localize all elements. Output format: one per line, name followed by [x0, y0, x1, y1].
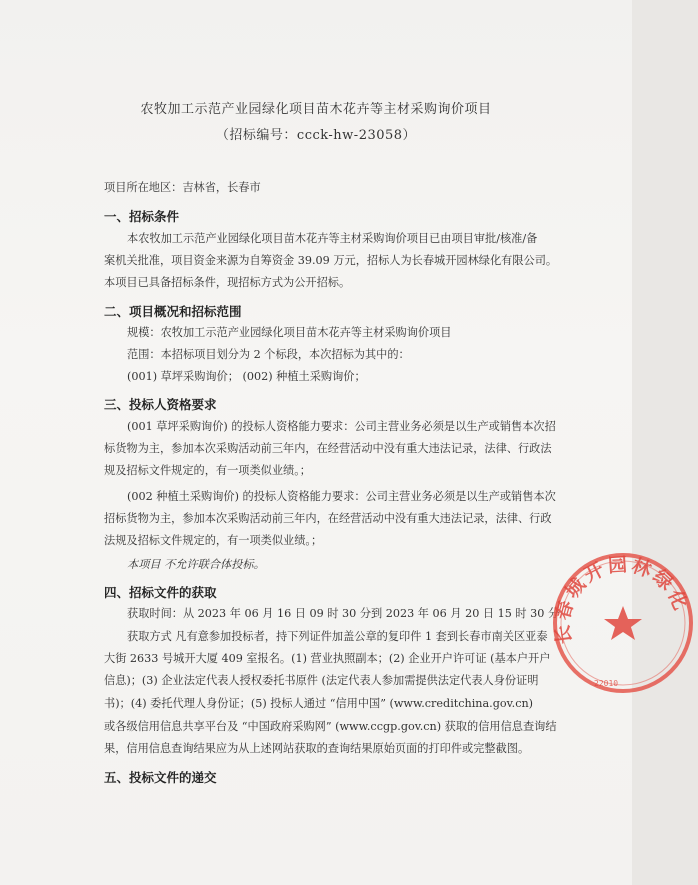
- section-4-line: 获取时间：从 2023 年 06 月 16 日 09 时 30 分到 2023 年 06 月 20 日 15 时 30 分: [127, 607, 560, 620]
- tender-code: （招标编号：ccck-hw-23058）: [215, 128, 417, 143]
- section-3-line: (002 种植土采购询价) 的投标人资格能力要求：公司主营业务必须是以生产或销售本次: [127, 490, 556, 503]
- section-4-line: 获取方式 凡有意参加投标者，持下列证件加盖公章的复印件 1 套到长春市南关区亚泰: [127, 630, 548, 643]
- section-3-line: 规及招标文件规定的，有一项类似业绩。；: [104, 464, 311, 477]
- section-2-line: 范围：本招标项目划分为 2 个标段，本次招标为其中的：: [127, 348, 410, 361]
- section-3-line: 本项目 不允许联合体投标。: [127, 558, 265, 571]
- seal-number: 22010: [594, 679, 619, 688]
- section-3-line: (001 草坪采购询价) 的投标人资格能力要求：公司主营业务必须是以生产或销售本次招: [127, 420, 556, 433]
- section-2-line: (001) 草坪采购询价； (002) 种植土采购询价；: [127, 370, 366, 383]
- section-heading-3: 三、投标人资格要求: [104, 397, 217, 412]
- section-1-line: 本农牧加工示范产业园绿化项目苗木花卉等主材采购询价项目已由项目审批/核准/备: [127, 232, 538, 245]
- company-seal: [548, 548, 698, 698]
- section-heading-4: 四、招标文件的获取: [104, 585, 217, 600]
- section-3-line: 招标货物为主，参加本次采购活动前三年内，在经营活动中没有重大违法记录，法律、行政: [104, 512, 552, 525]
- document-title: 农牧加工示范产业园绿化项目苗木花卉等主材采购询价项目: [140, 102, 492, 117]
- section-heading-1: 一、招标条件: [104, 209, 180, 224]
- project-location: 项目所在地区：吉林省，长春市: [104, 181, 261, 194]
- section-3-line: 法规及招标文件规定的，有一项类似业绩。；: [104, 534, 323, 547]
- section-4-line: 书)；(4) 委托代理人身份证；(5) 投标人通过 “信用中国” (www.creditchina.gov.cn): [104, 697, 534, 710]
- section-4-line: 或各级信用信息共享平台及 “中国政府采购网” (www.ccgp.gov.cn) 获取的信用信息查询结: [104, 720, 557, 733]
- section-1-line: 本项目已具备招标条件，现招标方式为公开招标。: [104, 276, 351, 289]
- section-heading-5: 五、投标文件的递交: [104, 770, 217, 785]
- section-4-line: 果，信用信息查询结果应为从上述网站获取的查询结果原始页面的打印件或完整截图。: [104, 742, 530, 755]
- seal-text: 长春城开园林绿化: [551, 553, 693, 646]
- section-4-line: 大街 2633 号城开大厦 409 室报名。(1) 营业执照副本；(2) 企业开户许可证 (基本户开户: [104, 652, 551, 665]
- seal-star-icon: [604, 606, 642, 640]
- section-1-line: 案机关批准，项目资金来源为自筹资金 39.09 万元，招标人为长春城开园林绿化有限公司。: [104, 254, 558, 267]
- section-3-line: 标货物为主，参加本次采购活动前三年内，在经营活动中没有重大违法记录，法律、行政法: [104, 442, 552, 455]
- section-2-line: 规模：农牧加工示范产业园绿化项目苗木花卉等主材采购询价项目: [127, 326, 452, 339]
- section-heading-2: 二、项目概况和招标范围: [104, 304, 242, 319]
- section-4-line: 信息)；(3) 企业法定代表人授权委托书原件 (法定代表人参加需提供法定代表人身份证明: [104, 674, 539, 687]
